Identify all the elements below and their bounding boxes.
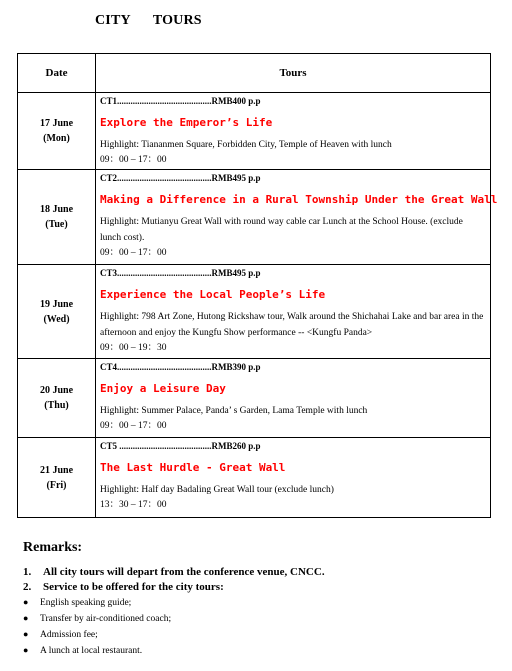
tour-name: Making a Difference in a Rural Township Under the Great Wall [100,193,498,206]
tour-row [18,438,491,518]
bullet-icon: ● [23,645,29,655]
tour-row [18,170,491,265]
city-tours-table [17,53,498,518]
tour-code-price: CT5 .........................................RMB260 p.p [100,441,261,451]
remark-number: 2. [23,581,32,593]
page-title [95,13,202,29]
tour-cell [96,359,491,438]
date-column-header: Date [18,54,96,93]
service-list-item [23,595,503,611]
tour-name: Experience the Local People’s Life [100,288,326,301]
tour-cell [96,265,491,359]
tour-highlight: Highlight: 798 Art Zone, Hutong Rickshaw tour, Walk around the Shichahai Lake and bar area in the afternoon and enjoy the Kungfu Show performance -- <Kungfu Panda> [100,312,484,338]
tour-row [18,359,491,438]
date-cell [18,93,96,170]
tour-weekday: (Thu) [44,400,69,411]
service-list-item [23,627,503,643]
bullet-icon: ● [23,597,29,607]
tour-highlight: Highlight: Half day Badaling Great Wall tour (exclude lunch) [100,485,334,495]
table-header-row [18,54,491,93]
tour-cell [96,170,498,265]
tour-highlight: Highlight: Mutianyu Great Wall with round way cable car Lunch at the School House. (exclude lunch cost). [100,217,463,243]
tour-name: Explore the Emperor’s Life [100,116,273,129]
tour-day: 21 June [39,464,74,476]
remark-number: 1. [23,566,32,578]
tour-code-price: CT3..........................................RMB495 p.p [100,268,261,278]
tour-time: 09：00 – 17：00 [100,421,167,431]
bullet-icon: ● [23,613,29,623]
service-text: English speaking guide; [40,598,132,608]
tour-code-price: CT4..........................................RMB390 p.p [100,362,261,372]
remark-item [23,565,503,579]
tour-code-price: CT1..........................................RMB400 p.p [100,96,261,106]
service-list-item [23,611,503,627]
tour-highlight: Highlight: Summer Palace, Panda’ s Garden, Lama Temple with lunch [100,406,368,416]
service-text: A lunch at local restaurant. [40,646,143,656]
tour-time: 09：00 – 19：30 [100,343,167,353]
date-cell [18,170,96,265]
service-list [23,595,503,659]
tour-cell [96,438,491,518]
tour-weekday: (Fri) [46,479,67,491]
tour-time: 09：00 – 17：00 [100,248,167,258]
remark-text: All city tours will depart from the conference venue, CNCC. [43,566,325,578]
remarks-section [23,539,503,659]
service-text: Admission fee; [40,630,98,640]
tour-day: 20 June [39,385,74,396]
tour-weekday: (Wed) [43,313,70,325]
tour-name: The Last Hurdle - Great Wall [100,461,286,474]
tour-row [18,265,491,359]
tour-time: 09：00 – 17：00 [100,155,167,165]
remarks-title: Remarks: [23,540,83,555]
service-text: Transfer by air-conditioned coach; [40,614,172,624]
tour-day: 18 June [39,204,74,215]
date-cell [18,265,96,359]
tour-highlight: Highlight: Tiananmen Square, Forbidden City, Temple of Heaven with lunch [100,140,392,150]
bullet-icon: ● [23,629,29,639]
tour-day: 17 June [39,118,74,129]
tour-cell [96,93,491,170]
date-cell [18,438,96,518]
remark-text: Service to be offered for the city tours: [43,581,224,593]
tour-time: 13：30 – 17：00 [100,500,167,510]
tour-name: Enjoy a Leisure Day [100,382,226,395]
tour-code-price: CT2..........................................RMB495 p.p [100,173,261,183]
tours-column-header: Tours [96,54,491,93]
tour-weekday: (Mon) [43,133,70,144]
tour-weekday: (Tue) [45,219,68,230]
service-list-item [23,643,503,659]
tour-day: 19 June [39,298,74,310]
page-title-word-2: TOURS [152,13,202,28]
date-cell [18,359,96,438]
page-title-word-1: CITY [95,13,131,28]
remark-item [23,580,503,594]
tour-row [18,93,491,170]
